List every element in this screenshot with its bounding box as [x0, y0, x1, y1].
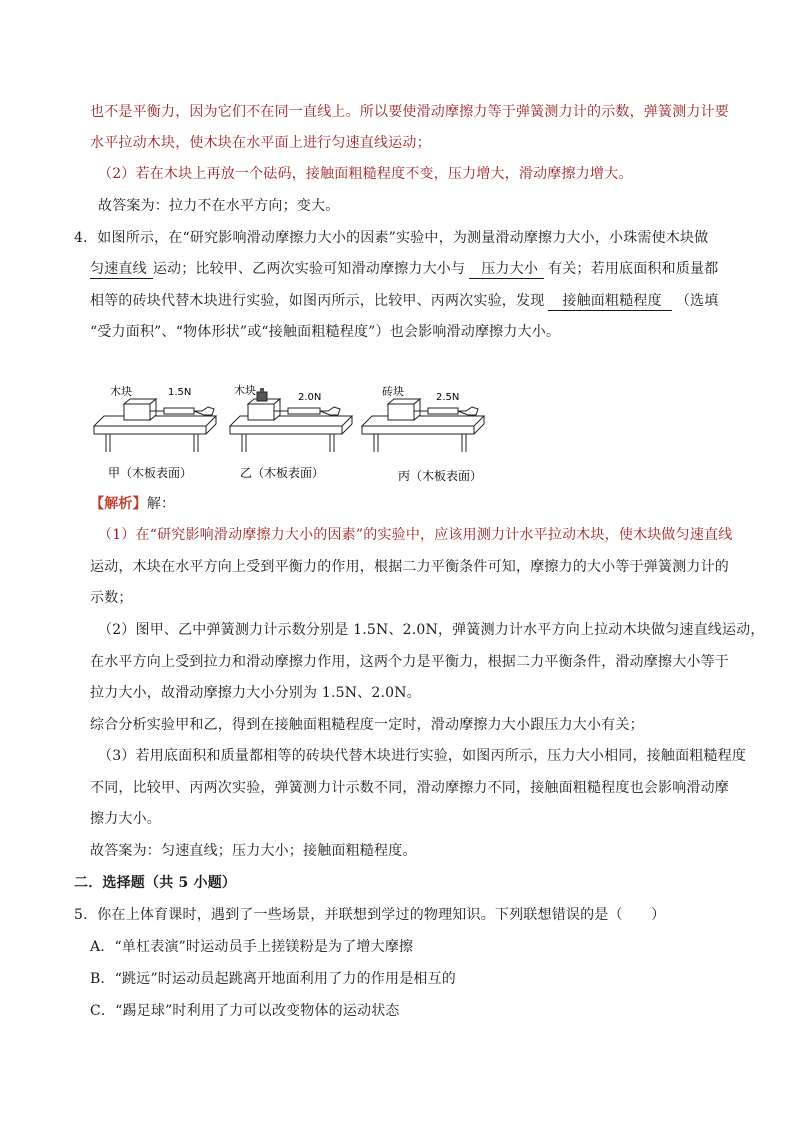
question-5-text: 5．你在上体育课时，遇到了一些场景，并联想到学过的物理知识。下列联想错误的是（ ）: [74, 907, 666, 923]
top-text-line: 也不是平衡力，因为它们不在同一直线上。所以要使滑动摩擦力等于弹簧测力计的示数，弹簧测力计要: [90, 104, 729, 120]
block-label-a: 木块: [110, 385, 132, 398]
top-text-line: 水平拉动木块，使木块在水平面上进行匀速直线运动；: [90, 135, 431, 151]
force-label-c: 2.5N: [436, 392, 460, 403]
force-label-a: 1.5N: [168, 387, 192, 398]
analysis-tag: 【解析】: [90, 496, 147, 512]
block-label-b: 木块: [234, 384, 256, 397]
analysis-line: 运动，木块在水平方向上受到平衡力的作用，根据二力平衡条件可知，摩擦力的大小等于弹簧测力计的: [90, 559, 729, 575]
question-4-text: 4．如图所示，在“研究影响滑动摩擦力大小的因素”实验中，为测量滑动摩擦力大小，小珠需使木块做: [74, 230, 709, 246]
analysis-line: 示数；: [90, 590, 133, 606]
analysis-tag-after: 解：: [146, 496, 176, 512]
top-text-line: （2）若在木块上再放一个砝码，接触面粗糙程度不变，压力增大，滑动摩擦力增大。: [98, 166, 633, 182]
answer-blank-2: 压力大小: [469, 260, 544, 279]
top-answer-line: 故答案为：拉力不在水平方向；变大。: [98, 198, 340, 214]
analysis-line: 不同，比较甲、丙两次实验，弹簧测力计示数不同，滑动摩擦力不同，接触面粗糙程度也会影响滑动摩: [90, 780, 729, 796]
question-4-line-2: [90, 259, 718, 279]
answer-blank-1: 匀速直线: [90, 260, 153, 279]
analysis-line: 拉力大小，故滑动摩擦力大小分别为 1.5N、2.0N。: [90, 685, 421, 701]
question-4-line-3: [90, 291, 718, 311]
analysis-line: 综合分析实验甲和乙，得到在接触面粗糙程度一定时，滑动摩擦力大小跟压力大小有关；: [90, 717, 644, 733]
question-4-text: （选填: [675, 293, 719, 309]
option-b: B．“跳远”时运动员起跳离开地面利用了力的作用是相互的: [90, 971, 457, 987]
force-label-b: 2.0N: [298, 392, 322, 403]
option-a: A．“单杠表演”时运动员手上搓镁粉是为了增大摩擦: [90, 939, 414, 955]
question-4-text: 有关；若用底面积和质量都: [548, 261, 719, 277]
caption-a: 甲（木板表面）: [108, 466, 193, 480]
question-4-text: 运动；比较甲、乙两次实验可知滑动摩擦力大小与: [152, 261, 466, 277]
option-c: C．“踢足球”时利用了力可以改变物体的运动状态: [90, 1003, 400, 1019]
section-heading: 二．选择题（共 5 小题）: [74, 875, 237, 891]
analysis-line: 擦力大小。: [90, 811, 161, 827]
answer-blank-3: 接触面粗糙程度: [548, 292, 671, 311]
analysis-text: （1）在“研究影响滑动摩擦力大小的因素”的实验中，应该用测力计水平拉动木块，使木块做匀速直线: [98, 527, 733, 543]
panel-c: [362, 384, 484, 452]
experiment-figure: [88, 378, 483, 488]
analysis-line: （2）图甲、乙中弹簧测力计示数分别是 1.5N、2.0N，弹簧测力计水平方向上拉动木块做匀速直线运动，: [98, 622, 765, 638]
caption-c: 丙（木板表面）: [398, 469, 483, 483]
question-4-line-4: “受力面积”、“物体形状”或“接触面粗糙程度”）也会影响滑动摩擦力大小。: [90, 324, 561, 340]
panel-b: [230, 383, 352, 452]
block-label-c: 砖块: [382, 385, 404, 398]
panel-a: [94, 384, 216, 452]
analysis-heading: [90, 494, 175, 514]
analysis-answer: 故答案为：匀速直线；压力大小；接触面粗糙程度。: [90, 843, 417, 859]
caption-b: 乙（木板表面）: [240, 466, 325, 480]
analysis-line: [98, 525, 732, 545]
question-4-text: 相等的砖块代替木块进行实验，如图丙所示，比较甲、丙两次实验，发现: [90, 293, 545, 309]
analysis-line: 在水平方向上受到拉力和滑动摩擦力作用，这两个力是平衡力，根据二力平衡条件，滑动摩擦大小等于: [90, 654, 729, 670]
analysis-line: （3）若用底面积和质量都相等的砖块代替木块进行实验，如图丙所示，压力大小相同，接触面粗糙程度: [98, 748, 747, 764]
